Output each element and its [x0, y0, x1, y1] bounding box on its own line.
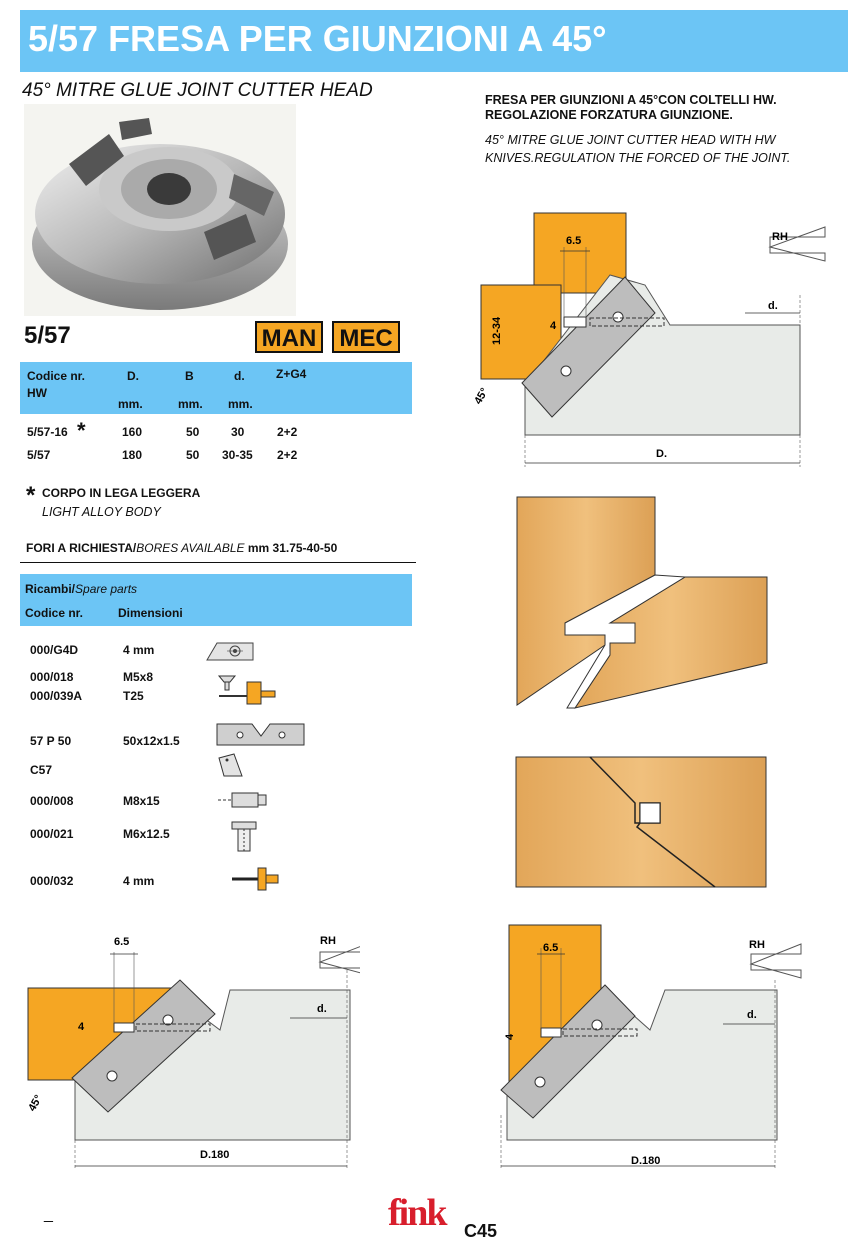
bl-dim-angle: 45°	[26, 1093, 45, 1114]
top-dim-rh: RH	[772, 231, 788, 243]
br-dim-height: 4	[504, 1033, 516, 1040]
bottom-left-technical-drawing	[20, 930, 360, 1175]
note-bores-values: mm 31.75-40-50	[244, 541, 338, 555]
table-row-1-star: *	[77, 418, 86, 443]
th-unit-bore: mm.	[228, 397, 253, 411]
spares-title-en: Spare parts	[75, 582, 138, 596]
top-dim-angle: 45°	[472, 386, 491, 407]
note-bores-it: FORI A RICHIESTA/	[26, 541, 137, 555]
notes-divider	[20, 562, 416, 563]
tag-mec: MEC	[332, 321, 400, 353]
desc-en-line1: 45° MITRE GLUE JOINT CUTTER HEAD WITH HW	[485, 133, 776, 147]
spares-title-it: Ricambi/	[25, 582, 76, 596]
th-unit-d: mm.	[118, 397, 143, 411]
spare-code-008: 000/008	[30, 794, 74, 808]
top-dim-range: 12-34	[491, 316, 503, 345]
bl-dim-width: 6.5	[114, 936, 130, 948]
bl-dim-height: 4	[78, 1021, 85, 1033]
spare-dim-018: M5x8	[123, 670, 154, 684]
page-number: C45	[464, 1221, 498, 1241]
screw-008-icon	[218, 790, 268, 810]
table-row-1-bore: 30	[231, 425, 245, 439]
spare-dim-g4d: 4 mm	[123, 643, 155, 657]
note-body-en: LIGHT ALLOY BODY	[42, 505, 161, 519]
spare-code-57p50: 57 P 50	[30, 734, 72, 748]
bottom-right-technical-drawing	[495, 920, 840, 1175]
top-dim-bore: d.	[768, 300, 778, 312]
th-code: Codice nr.	[27, 369, 86, 383]
top-technical-drawing	[470, 205, 840, 470]
knife-g4d-icon	[205, 640, 257, 662]
top-dim-diameter: D.	[656, 448, 667, 460]
screw-and-key-icon	[215, 672, 277, 708]
table-row-2-code: 5/57	[27, 448, 51, 462]
table-row-1-b: 50	[186, 425, 200, 439]
spare-dim-039a: T25	[123, 689, 144, 703]
spares-col-dim: Dimensioni	[118, 606, 183, 620]
top-dim-width: 6.5	[566, 235, 582, 247]
spare-dim-032: 4 mm	[123, 874, 155, 888]
fink-logo: fink	[388, 1192, 446, 1234]
desc-it-line2: REGOLAZIONE FORZATURA GIUNZIONE.	[485, 108, 733, 122]
page-subtitle: 45° MITRE GLUE JOINT CUTTER HEAD	[22, 80, 373, 101]
table-row-1-d: 160	[122, 425, 143, 439]
spare-code-c57: C57	[30, 763, 53, 777]
spare-dim-021: M6x12.5	[123, 827, 170, 841]
bl-dim-rh: RH	[320, 935, 336, 947]
note-bores-en: BORES AVAILABLE	[136, 541, 245, 555]
spare-code-039a: 000/039A	[30, 689, 83, 703]
spare-dim-008: M8x15	[123, 794, 160, 808]
description-italian	[485, 93, 777, 123]
note-star: *	[26, 482, 36, 509]
th-code-hw: HW	[27, 386, 47, 400]
bl-dim-bore: d.	[317, 1003, 327, 1015]
spare-code-018: 000/018	[30, 670, 74, 684]
wedge-c57-icon	[216, 752, 246, 778]
mitre-joint-wood-illustration	[515, 495, 768, 710]
table-row-2-d: 180	[122, 448, 143, 462]
spares-col-code: Codice nr.	[25, 606, 84, 620]
note-body-it: CORPO IN LEGA LEGGERA	[42, 486, 201, 500]
spares-title	[25, 582, 137, 596]
br-dim-diameter: D.180	[631, 1155, 661, 1167]
note-bores	[26, 541, 337, 555]
top-dim-height: 4	[550, 320, 557, 332]
footer-mark: _	[44, 1206, 53, 1223]
spare-dim-57p50: 50x12x1.5	[123, 734, 180, 748]
desc-en-line2: KNIVES.REGULATION THE FORCED OF THE JOINT.	[485, 151, 791, 165]
screw-021-icon	[228, 820, 262, 854]
description-english	[485, 131, 790, 167]
th-bore: d.	[234, 369, 245, 383]
table-row-2-b: 50	[186, 448, 200, 462]
th-b: B	[185, 369, 194, 383]
spare-code-g4d: 000/G4D	[30, 643, 79, 657]
br-dim-rh: RH	[749, 939, 765, 951]
table-row-1-zg: 2+2	[277, 425, 298, 439]
bl-dim-diameter: D.180	[200, 1149, 230, 1161]
spare-code-021: 000/021	[30, 827, 74, 841]
table-row-1-code: 5/57-16	[27, 425, 68, 439]
th-diameter: D.	[127, 369, 139, 383]
th-zg: Z+G4	[276, 367, 307, 381]
th-unit-b: mm.	[178, 397, 203, 411]
br-dim-bore: d.	[747, 1009, 757, 1021]
br-dim-width: 6.5	[543, 942, 559, 954]
model-code: 5/57	[24, 322, 71, 349]
knife-57p50-icon	[216, 722, 306, 748]
spare-code-032: 000/032	[30, 874, 74, 888]
assembled-joint-wood-illustration	[515, 755, 768, 890]
cutter-head-photo	[24, 104, 296, 316]
table-row-2-bore: 30-35	[222, 448, 253, 462]
table-row-2-zg: 2+2	[277, 448, 298, 462]
tag-man: MAN	[255, 321, 323, 353]
page-title: 5/57 FRESA PER GIUNZIONI A 45°	[28, 18, 607, 59]
allen-key-032-icon	[230, 864, 280, 894]
desc-it-line1: FRESA PER GIUNZIONI A 45°CON COLTELLI HW.	[485, 93, 777, 107]
